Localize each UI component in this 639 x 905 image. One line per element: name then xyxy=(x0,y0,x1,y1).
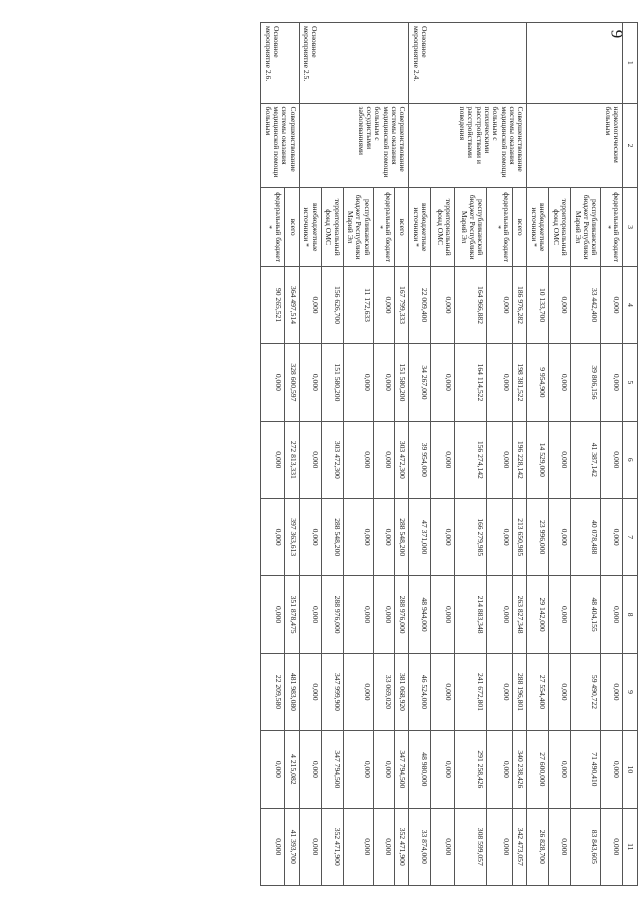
value-cell: 0,000 xyxy=(373,808,395,885)
table-row xyxy=(395,23,409,886)
activity-name: наркологическим больным xyxy=(527,103,623,188)
value-cell: 11 172,633 xyxy=(343,266,373,343)
value-cell: 0,000 xyxy=(549,808,571,885)
value-cell: 198 381,522 xyxy=(513,344,527,421)
value-cell: 272 813,331 xyxy=(284,421,299,498)
value-cell: 0,000 xyxy=(487,731,513,808)
value-cell: 0,000 xyxy=(299,266,321,343)
value-cell: 0,000 xyxy=(373,499,395,576)
funding-source: федеральный бюджет * xyxy=(487,188,513,266)
value-cell: 288 548,200 xyxy=(321,499,343,576)
page-number: 9 xyxy=(607,29,627,39)
funding-source: территориальный фонд ОМС xyxy=(431,188,455,266)
value-cell: 14 529,000 xyxy=(527,421,549,498)
value-cell: 288 976,000 xyxy=(395,576,409,653)
value-cell: 288 976,000 xyxy=(321,576,343,653)
value-cell: 0,000 xyxy=(601,266,623,343)
header-cell: 3 xyxy=(623,188,638,266)
value-cell: 164 114,522 xyxy=(455,344,487,421)
value-cell: 47 371,000 xyxy=(409,499,431,576)
value-cell: 0,000 xyxy=(549,499,571,576)
value-cell: 0,000 xyxy=(261,344,284,421)
rotated-table-container xyxy=(118,22,638,886)
value-cell: 39 954,000 xyxy=(409,421,431,498)
value-cell: 33 442,400 xyxy=(571,266,601,343)
value-cell: 41 393,700 xyxy=(284,808,299,885)
value-cell: 0,000 xyxy=(601,421,623,498)
activity-label: Основное мероприятие 2.5. xyxy=(299,23,409,104)
value-cell: 0,000 xyxy=(487,653,513,730)
value-cell: 0,000 xyxy=(601,576,623,653)
funding-source: внебюджетные источники * xyxy=(409,188,431,266)
value-cell: 46 524,000 xyxy=(409,653,431,730)
budget-table xyxy=(260,22,638,886)
value-cell: 0,000 xyxy=(601,731,623,808)
value-cell: 340 238,426 xyxy=(513,731,527,808)
value-cell: 22 009,400 xyxy=(409,266,431,343)
funding-source: всего xyxy=(513,188,527,266)
value-cell: 0,000 xyxy=(373,344,395,421)
value-cell: 288 548,200 xyxy=(395,499,409,576)
value-cell: 0,000 xyxy=(431,576,455,653)
value-cell: 347 999,900 xyxy=(321,653,343,730)
value-cell: 0,000 xyxy=(373,731,395,808)
value-cell: 0,000 xyxy=(431,421,455,498)
value-cell: 0,000 xyxy=(261,421,284,498)
funding-source: всего xyxy=(395,188,409,266)
value-cell: 33 069,020 xyxy=(373,653,395,730)
value-cell: 167 799,333 xyxy=(395,266,409,343)
value-cell: 0,000 xyxy=(549,421,571,498)
funding-source: федеральный бюджет * xyxy=(261,188,284,266)
value-cell: 26 828,700 xyxy=(527,808,549,885)
value-cell: 0,000 xyxy=(261,808,284,885)
value-cell: 213 650,985 xyxy=(513,499,527,576)
value-cell: 27 600,000 xyxy=(527,731,549,808)
activity-name: Совершенствование системы оказания медицинской помощи больным с психическими расстройствами и расстройствами поведения xyxy=(409,103,527,188)
value-cell: 0,000 xyxy=(431,808,455,885)
value-cell: 156 626,700 xyxy=(321,266,343,343)
value-cell: 33 874,000 xyxy=(409,808,431,885)
value-cell: 328 600,597 xyxy=(284,344,299,421)
value-cell: 364 497,514 xyxy=(284,266,299,343)
activity-label: Основное мероприятие 2.6. xyxy=(261,23,299,104)
value-cell: 48 944,000 xyxy=(409,576,431,653)
value-cell: 29 142,000 xyxy=(527,576,549,653)
value-cell: 381 068,920 xyxy=(395,653,409,730)
value-cell: 0,000 xyxy=(299,421,321,498)
value-cell: 41 387,142 xyxy=(571,421,601,498)
value-cell: 0,000 xyxy=(601,344,623,421)
value-cell: 166 279,985 xyxy=(455,499,487,576)
value-cell: 0,000 xyxy=(343,344,373,421)
value-cell: 0,000 xyxy=(487,266,513,343)
value-cell: 0,000 xyxy=(343,808,373,885)
value-cell: 0,000 xyxy=(343,421,373,498)
header-row xyxy=(623,23,638,886)
value-cell: 0,000 xyxy=(343,499,373,576)
value-cell: 0,000 xyxy=(487,576,513,653)
value-cell: 0,000 xyxy=(549,266,571,343)
header-cell: 7 xyxy=(623,499,638,576)
value-cell: 151 580,200 xyxy=(395,344,409,421)
value-cell: 352 471,900 xyxy=(395,808,409,885)
value-cell: 0,000 xyxy=(431,499,455,576)
activity-label xyxy=(527,23,623,104)
value-cell: 0,000 xyxy=(299,731,321,808)
funding-source: федеральный бюджет * xyxy=(601,188,623,266)
header-cell: 9 xyxy=(623,653,638,730)
value-cell: 214 883,348 xyxy=(455,576,487,653)
value-cell: 0,000 xyxy=(299,576,321,653)
value-cell: 48 980,000 xyxy=(409,731,431,808)
value-cell: 39 806,156 xyxy=(571,344,601,421)
value-cell: 83 843,605 xyxy=(571,808,601,885)
value-cell: 151 580,200 xyxy=(321,344,343,421)
value-cell: 0,000 xyxy=(549,576,571,653)
value-cell: 0,000 xyxy=(431,731,455,808)
value-cell: 22 209,580 xyxy=(261,653,284,730)
value-cell: 0,000 xyxy=(299,653,321,730)
value-cell: 0,000 xyxy=(549,344,571,421)
value-cell: 481 983,080 xyxy=(284,653,299,730)
value-cell: 0,000 xyxy=(261,731,284,808)
value-cell: 351 878,475 xyxy=(284,576,299,653)
header-cell: 4 xyxy=(623,266,638,343)
value-cell: 0,000 xyxy=(487,499,513,576)
value-cell: 0,000 xyxy=(487,344,513,421)
value-cell: 164 966,882 xyxy=(455,266,487,343)
header-cell: 11 xyxy=(623,808,638,885)
value-cell: 0,000 xyxy=(549,731,571,808)
funding-source: всего xyxy=(284,188,299,266)
value-cell: 303 472,300 xyxy=(321,421,343,498)
header-cell: 5 xyxy=(623,344,638,421)
value-cell: 352 471,900 xyxy=(321,808,343,885)
activity-label: Основное мероприятие 2.4. xyxy=(409,23,527,104)
value-cell: 0,000 xyxy=(373,576,395,653)
value-cell: 0,000 xyxy=(299,808,321,885)
value-cell: 0,000 xyxy=(549,653,571,730)
value-cell: 0,000 xyxy=(343,731,373,808)
value-cell: 397 363,613 xyxy=(284,499,299,576)
value-cell: 196 228,142 xyxy=(513,421,527,498)
value-cell: 342 473,057 xyxy=(513,808,527,885)
value-cell: 48 404,155 xyxy=(571,576,601,653)
value-cell: 291 258,426 xyxy=(455,731,487,808)
value-cell: 0,000 xyxy=(431,266,455,343)
value-cell: 10 133,700 xyxy=(527,266,549,343)
value-cell: 0,000 xyxy=(373,266,395,343)
value-cell: 0,000 xyxy=(343,576,373,653)
value-cell: 0,000 xyxy=(487,421,513,498)
value-cell: 303 472,300 xyxy=(395,421,409,498)
header-cell: 10 xyxy=(623,731,638,808)
funding-source: территориальный фонд ОМС xyxy=(321,188,343,266)
value-cell: 0,000 xyxy=(343,653,373,730)
table-row xyxy=(513,23,527,886)
value-cell: 0,000 xyxy=(601,499,623,576)
table-row xyxy=(601,23,623,886)
value-cell: 0,000 xyxy=(487,808,513,885)
value-cell: 241 672,801 xyxy=(455,653,487,730)
header-cell: 2 xyxy=(623,103,638,188)
value-cell: 71 490,410 xyxy=(571,731,601,808)
value-cell: 186 976,282 xyxy=(513,266,527,343)
funding-source: республиканский бюджет Республики Марий Эл xyxy=(343,188,373,266)
value-cell: 23 996,000 xyxy=(527,499,549,576)
funding-source: республиканский бюджет Республики Марий Эл xyxy=(571,188,601,266)
value-cell: 0,000 xyxy=(373,421,395,498)
value-cell: 347 794,500 xyxy=(321,731,343,808)
funding-source: внебюджетные источники * xyxy=(299,188,321,266)
value-cell: 0,000 xyxy=(431,653,455,730)
value-cell: 0,000 xyxy=(299,344,321,421)
value-cell: 59 490,722 xyxy=(571,653,601,730)
funding-source: федеральный бюджет * xyxy=(373,188,395,266)
value-cell: 308 599,057 xyxy=(455,808,487,885)
value-cell: 0,000 xyxy=(261,576,284,653)
value-cell: 9 954,900 xyxy=(527,344,549,421)
value-cell: 0,000 xyxy=(601,808,623,885)
value-cell: 40 078,488 xyxy=(571,499,601,576)
activity-name: Совершенствование системы оказания медицинской помощи больным xyxy=(261,103,299,188)
value-cell: 263 827,348 xyxy=(513,576,527,653)
funding-source: республиканский бюджет Республики Марий Эл xyxy=(455,188,487,266)
value-cell: 288 196,801 xyxy=(513,653,527,730)
value-cell: 0,000 xyxy=(261,499,284,576)
value-cell: 0,000 xyxy=(601,653,623,730)
activity-name: Совершенствование системы оказания медицинской помощи больным с сосудистыми заболеваниями xyxy=(299,103,409,188)
value-cell: 34 267,000 xyxy=(409,344,431,421)
funding-source: территориальный фонд ОМС xyxy=(549,188,571,266)
value-cell: 0,000 xyxy=(431,344,455,421)
value-cell: 27 554,400 xyxy=(527,653,549,730)
funding-source: внебюджетные источники * xyxy=(527,188,549,266)
value-cell: 4 215,082 xyxy=(284,731,299,808)
value-cell: 0,000 xyxy=(299,499,321,576)
header-cell: 8 xyxy=(623,576,638,653)
header-cell: 1 xyxy=(623,23,638,104)
value-cell: 90 265,521 xyxy=(261,266,284,343)
table-row xyxy=(284,23,299,886)
value-cell: 347 794,500 xyxy=(395,731,409,808)
value-cell: 156 274,142 xyxy=(455,421,487,498)
header-cell: 6 xyxy=(623,421,638,498)
